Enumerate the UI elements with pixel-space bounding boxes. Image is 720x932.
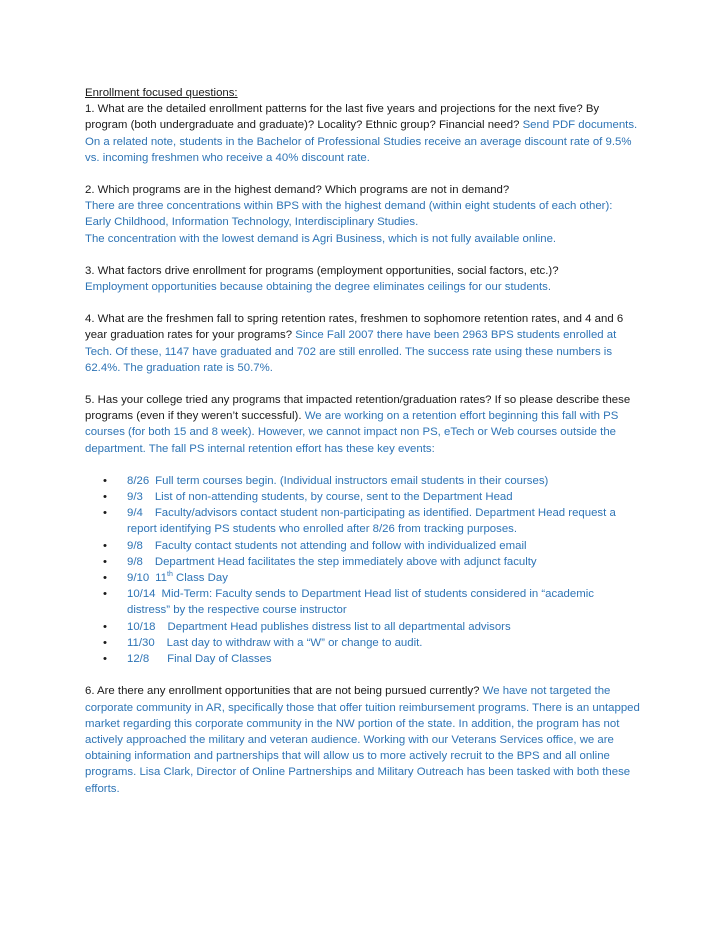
answer-5: We are working on a retention effort beginning this fall with PS courses (for both 15 and 8 week). However, we cannot impact non PS, eTech or Web courses outside the department. The fall PS internal retention effort has these key events: xyxy=(85,410,619,455)
list-item: • 8/26 Full term courses begin. (Individual instructors email students in their courses) xyxy=(85,473,640,489)
list-item: • 9/3 List of non-attending students, by course, sent to the Department Head xyxy=(85,489,640,505)
question-4-text: 4. What are the freshmen fall to spring retention rates, freshmen to sophomore retention rates, and 4 and 6 year graduation rates for your programs? xyxy=(85,313,624,342)
answer-1-extra: On a related note, students in the Bachelor of Professional Studies receive an average discount rate of 9.5% vs. incoming freshmen who receive a 40% discount rate. xyxy=(85,135,632,164)
question-6-text: 6. Are there any enrollment opportunities that are not being pursued currently? xyxy=(85,685,480,698)
question-3: 3. What factors drive enrollment for programs (employment opportunities, social factors, etc.)? xyxy=(85,264,559,277)
question-2: 2. Which programs are in the highest demand? Which programs are not in demand? xyxy=(85,184,510,197)
question-5-text: 5. Has your college tried any programs that impacted retention/graduation rates? If so please describe these programs (even if they weren’t successful). xyxy=(85,394,631,423)
question-4 xyxy=(85,311,640,376)
answer-1-inline: Send PDF documents. xyxy=(522,119,638,132)
list-item: • 11/30 Last day to withdraw with a “W” or change to audit. xyxy=(85,635,640,651)
list-item: • 9/4 Faculty/advisors contact student non-participating as identified. Department Head request a report identifying PS students who enrolled after 8/26 from tracking purposes. xyxy=(85,505,640,537)
answer-4: Since Fall 2007 there have been 2963 BPS students enrolled at Tech. Of these, 1147 have graduated and 702 are still enrolled. The success rate using these numbers is 62.4%. The graduation rate is 50.7%. xyxy=(85,329,617,374)
list-item: • 9/8 Faculty contact students not attending and follow with individualized email xyxy=(85,538,640,554)
answer-2-part-2: The concentration with the lowest demand is Agri Business, which is not fully available online. xyxy=(85,232,557,245)
question-1-text: 1. What are the detailed enrollment patterns for the last five years and projections for the next five? By program (both undergraduate and graduate)? Locality? Ethnic group? Financial need? xyxy=(85,103,600,132)
question-5 xyxy=(85,392,640,457)
document-body xyxy=(85,85,640,797)
list-item: • 10/14 Mid-Term: Faculty sends to Department Head list of students considered in “academic distress” by the respective course instructor xyxy=(85,586,640,618)
question-6 xyxy=(85,683,640,796)
list-item: • 9/8 Department Head facilitates the step immediately above with adjunct faculty xyxy=(85,554,640,570)
list-item: • 12/8 Final Day of Classes xyxy=(85,651,640,667)
retention-events-list xyxy=(85,473,640,667)
section-heading: Enrollment focused questions: xyxy=(85,87,238,99)
answer-6: We have not targeted the corporate community in AR, specifically those that offer tuition reimbursement programs. There is an untapped market regarding this corporate community in the NW portion of the state. In addition, the program has not actively approached the military and veteran audience. Working with our Veterans Services office, we are obtaining information and partnerships that will allow us to more actively recruit to the BPS and all online programs. Lisa Clark, Director of Online Partnerships and Military Outreach has been tasked with both these efforts. xyxy=(85,685,640,795)
list-item: • 10/18 Department Head publishes distress list to all departmental advisors xyxy=(85,619,640,635)
answer-3: Employment opportunities because obtaining the degree eliminates ceilings for our students. xyxy=(85,281,552,294)
question-1 xyxy=(85,101,640,133)
list-item: • 9/10 11th Class Day xyxy=(85,570,640,586)
answer-2-part-1: There are three concentrations within BPS with the highest demand (within eight students of each other): Early Childhood, Information Technology, Interdisciplinary Studies. xyxy=(85,200,613,229)
